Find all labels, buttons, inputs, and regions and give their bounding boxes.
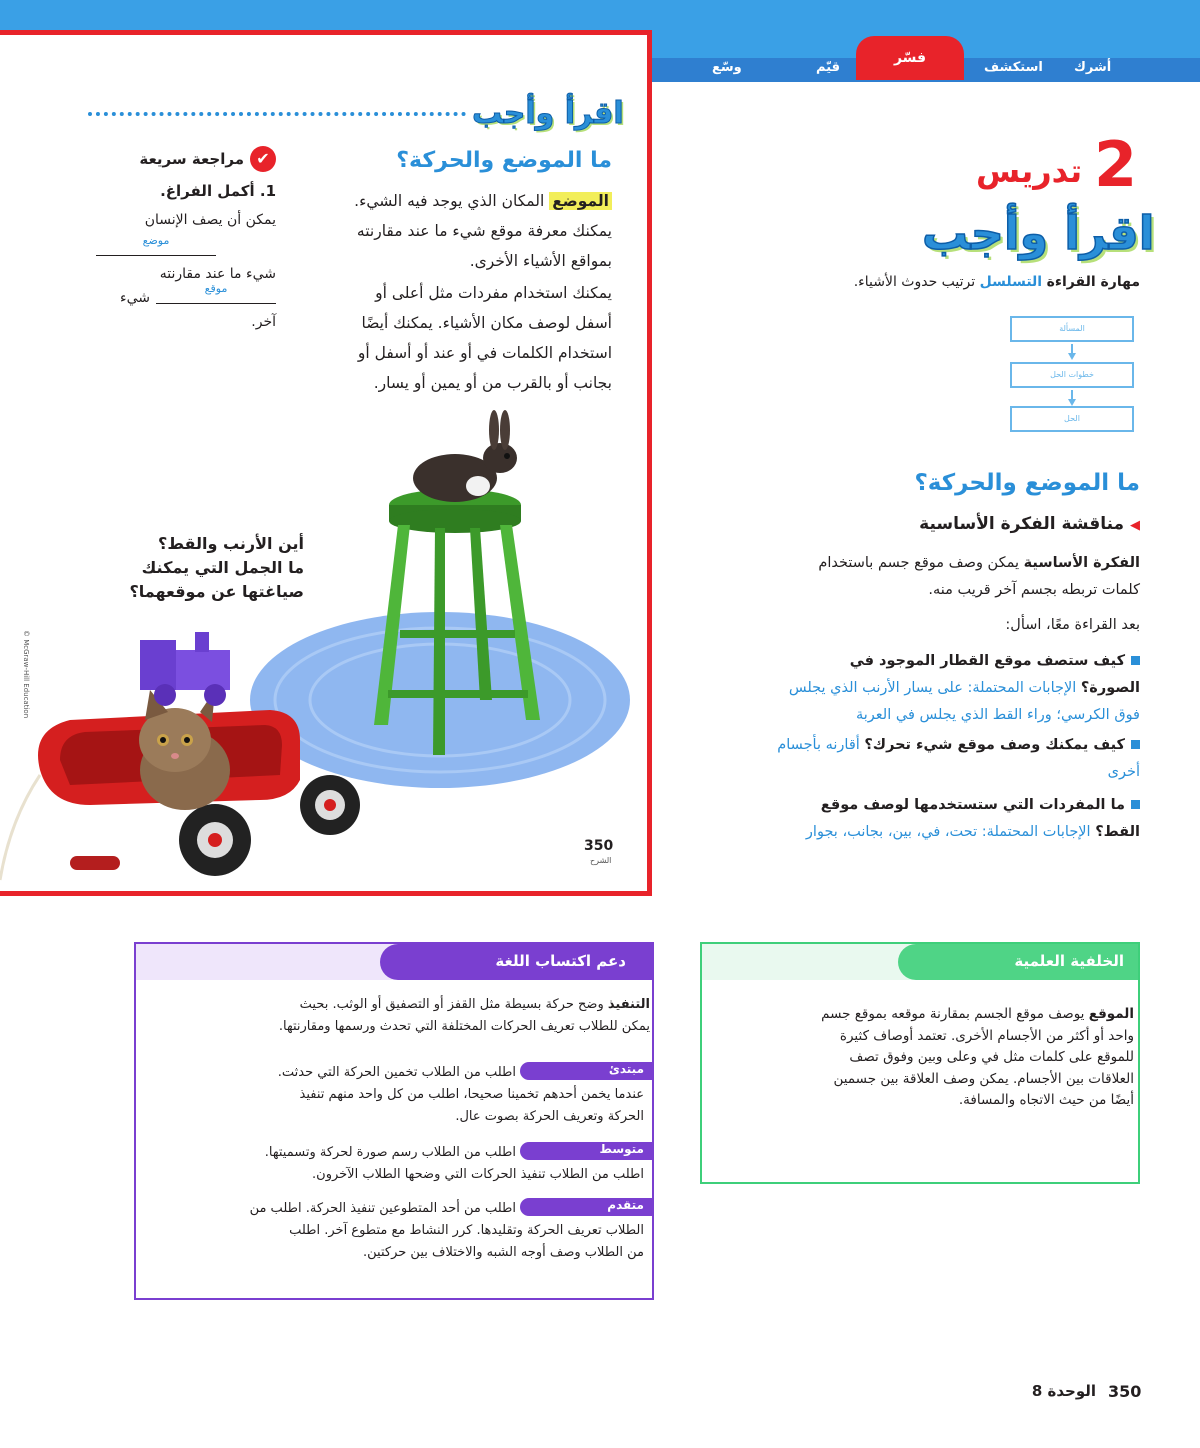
teacher-heading: ما الموضع والحركة؟	[914, 470, 1140, 496]
student-heading: ما الموضع والحركة؟	[396, 148, 612, 173]
reading-skill	[854, 274, 1140, 290]
kitten	[139, 690, 230, 810]
flow-box-steps: خطوات الحل	[1010, 362, 1134, 388]
footer-unit: الوحدة 8	[1031, 1382, 1096, 1400]
advanced-line2: الطلاب تعريف الحركة وتقليدها. كرر النشاط مع متطوع آخر. اطلب	[289, 1223, 644, 1238]
flow-arrow	[1068, 390, 1076, 406]
intro-line1: وضح حركة بسيطة مثل القفز أو التصفيق أو الوثب. بحيث	[299, 997, 608, 1012]
advanced-text	[144, 1198, 644, 1264]
review-line2: شيء ما عند مقارنته	[159, 266, 276, 282]
beginner-text	[144, 1062, 644, 1128]
student-section-title: اقرأ وأجب	[472, 96, 624, 131]
p2-line3: استخدام الكلمات في أو عند أو أسفل أو	[357, 344, 612, 362]
step-label: تدريس	[976, 152, 1083, 190]
teacher-subheading	[919, 514, 1140, 534]
teacher-title: اقرأ وأجب	[922, 206, 1155, 260]
bullet-icon	[1131, 656, 1140, 665]
footer-page-number: 350	[1108, 1382, 1142, 1401]
question-1	[720, 648, 1140, 729]
p1-line1: المكان الذي يوجد فيه الشيء.	[354, 192, 550, 210]
q2-answer2: أخرى	[1107, 764, 1140, 780]
science-line3: للموقع على كلمات مثل في وعلى وبين وفوق تصف	[849, 1049, 1134, 1065]
beginner-line1: اطلب من الطلاب تخمين الحركة التي حدثت.	[277, 1065, 516, 1080]
dotted-divider	[88, 112, 466, 116]
p2-line4: بجانب أو بالقرب من أو يمين أو يسار.	[373, 374, 612, 392]
skill-name: التسلسل	[979, 274, 1043, 290]
question-2	[720, 732, 1140, 786]
language-intro	[150, 994, 650, 1038]
q1-bold2: الصورة؟	[1080, 680, 1140, 696]
science-line4: العلاقات بين الأجسام. يمكن وصف العلاقة بين جسمين	[833, 1070, 1134, 1087]
skill-label: مهارة القراءة	[1046, 274, 1140, 290]
language-box-title: دعم اكتساب اللغة	[380, 944, 652, 980]
p1-line3: بمواقع الأشياء الأخرى.	[469, 252, 612, 270]
tab-explain[interactable]: فسّر	[856, 36, 964, 80]
term-position: الموضع	[549, 192, 612, 210]
beginner-line3: الحركة وتعريف الحركة بصوت عال.	[455, 1109, 644, 1124]
tab-engage[interactable]: أشرك	[1074, 60, 1112, 75]
science-line5: أيضًا من حيث الاتجاه والمسافة.	[958, 1092, 1134, 1108]
question-line3: صياغتها عن موقعهما؟	[129, 582, 304, 601]
triangle-icon: ◀	[1130, 518, 1140, 533]
q1-answer1: الإجابات المحتملة: على يسار الأرنب الذي يجلس	[788, 680, 1081, 696]
science-line1: يوصف موقع الجسم بمقارنة موقعه بموقع جسم	[821, 1006, 1089, 1022]
q2-question: كيف يمكنك وصف موقع شيء تحرك؟	[864, 737, 1125, 753]
p2-line1: يمكنك استخدام مفردات مثل أعلى أو	[375, 284, 612, 302]
science-term: الموقع	[1088, 1006, 1134, 1022]
question-line1: أين الأرنب والقط؟	[158, 534, 304, 553]
science-line2: واحد أو أكثر من الأجسام الأخرى. تعتمد أوصاف كثيرة	[839, 1027, 1134, 1044]
answer-2: موقع	[204, 282, 228, 295]
level-label-beginner: مبتدئ	[520, 1062, 654, 1080]
student-page-number: 350	[584, 838, 614, 854]
step-number: 2	[1094, 128, 1138, 201]
skill-desc: ترتيب حدوث الأشياء.	[853, 274, 976, 290]
item-number: 1.	[259, 182, 276, 200]
blank-1[interactable]	[96, 234, 216, 256]
answer-1: موضع	[142, 234, 170, 247]
main-idea	[740, 550, 1140, 604]
bullet-icon	[1131, 800, 1140, 809]
blank-2[interactable]	[156, 282, 276, 304]
question-line2: ما الجمل التي يمكنك	[141, 558, 304, 577]
intermediate-line2: اطلب من الطلاب تنفيذ الحركات التي وضحها الطلاب الآخرون.	[312, 1167, 644, 1182]
science-box-body	[734, 1004, 1134, 1112]
photo-illustration	[0, 400, 640, 890]
p1-line2: يمكنك معرفة موقع شيء ما عند مقارنته	[356, 222, 612, 240]
q3-bold2: القط؟	[1095, 824, 1140, 840]
student-paragraph-2	[272, 278, 612, 398]
advanced-line1: اطلب من أحد المتطوعين تنفيذ الحركة. اطلب من	[249, 1201, 516, 1216]
student-paragraph-1	[272, 186, 612, 276]
after-reading: بعد القراءة معًا، اسأل:	[1005, 617, 1140, 633]
intermediate-line1: اطلب من الطلاب رسم صورة لحركة وتسميتها.	[264, 1145, 516, 1160]
main-idea-line1: يمكن وصف موقع جسم باستخدام	[818, 555, 1024, 571]
level-label-advanced: متقدم	[520, 1198, 654, 1216]
intro-line2: يمكن للطلاب تعريف الحركات المختلفة التي تحدث ورسمها ومقارنتها.	[278, 1019, 650, 1034]
intro-term: التنفيذ	[607, 997, 650, 1012]
bullet-icon	[1131, 740, 1140, 749]
main-idea-line2: كلمات تربطه بجسم آخر قريب منه.	[928, 582, 1140, 598]
beginner-line2: عندما يخمن أحدهم تخمينا صحيحا، اطلب من كل واحد منهم تنفيذ	[299, 1087, 644, 1102]
flow-box-problem: المسألة	[1010, 316, 1134, 342]
tab-evaluate[interactable]: قيّم	[816, 60, 841, 75]
q1-answer2: فوق الكرسي؛ وراء القط الذي يجلس في العربة	[856, 707, 1140, 723]
q3-line1: ما المفردات التي ستستخدمها لوصف موقع	[820, 797, 1125, 813]
flow-arrow	[1068, 344, 1076, 360]
q3-answer: الإجابات المحتملة: تحت، في، بين، بجانب، بجوار	[805, 824, 1096, 840]
quick-review-title: مراجعة سريعة	[139, 150, 244, 168]
tab-extend[interactable]: وسّع	[712, 60, 742, 75]
main-idea-label: الفكرة الأساسية	[1023, 555, 1140, 571]
side-credit: © McGraw-Hill Education	[22, 630, 30, 719]
rabbit	[413, 410, 517, 502]
student-page-sub: الشرح	[590, 856, 612, 865]
advanced-line3: من الطلاب وصف أوجه الشبه والاختلاف بين حركتين.	[363, 1245, 644, 1260]
level-label-intermediate: متوسط	[520, 1142, 654, 1160]
tab-explore[interactable]: استكشف	[984, 60, 1043, 75]
question-3	[720, 792, 1140, 846]
review-line1: يمكن أن يصف الإنسان	[144, 212, 276, 228]
review-line3: آخر.	[251, 314, 276, 330]
science-box-title: الخلفية العلمية	[898, 944, 1138, 980]
q1-line1: كيف ستصف موقع القطار الموجود في	[849, 653, 1125, 669]
review-line2b: شيء	[120, 290, 150, 306]
checkmark-icon: ✔	[250, 146, 276, 172]
flow-box-solution: الحل	[1010, 406, 1134, 432]
instruction: أكمل الفراغ.	[160, 182, 255, 200]
q2-answer1: أقارنه بأجسام	[777, 737, 865, 753]
quick-review	[96, 146, 276, 334]
intermediate-text	[144, 1142, 644, 1186]
p2-line2: أسفل لوصف مكان الأشياء. يمكنك أيضًا	[361, 314, 612, 332]
subheading-text: مناقشة الفكرة الأساسية	[919, 514, 1125, 534]
